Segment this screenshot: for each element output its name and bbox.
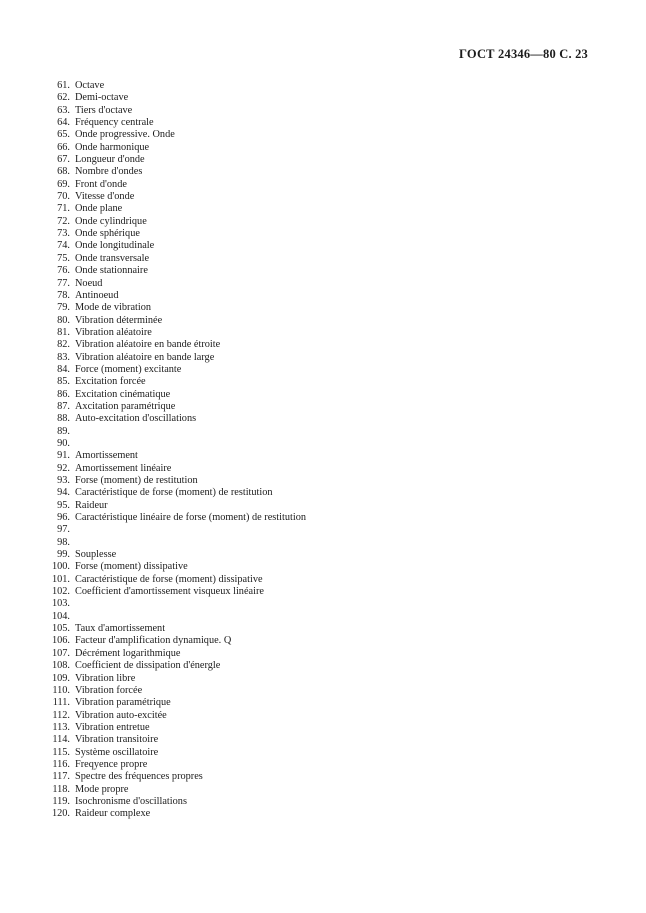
term-entry [44,216,306,228]
page-header: ГОСТ 24346—80 С. 23 [459,47,588,61]
term-entry [44,389,306,401]
term-entry [44,450,306,462]
term-text: Onde plane [75,203,123,215]
term-number: 97. [57,524,70,536]
term-entry [44,92,306,104]
term-entry [44,438,306,450]
term-text: Octave [75,80,105,91]
term-number: 100. [51,561,70,573]
term-number: 113. [52,721,70,733]
term-text: Vibration aléatoire [75,326,152,338]
term-number: 117. [52,771,70,783]
term-entry [44,747,306,759]
term-number: 87. [57,400,70,412]
term-entry [44,561,306,573]
term-entry [44,191,306,203]
term-entry [44,611,306,623]
term-entry [44,574,306,586]
term-entry [44,80,306,92]
term-entry [44,203,306,215]
term-number: 94. [57,487,70,499]
term-entry [44,290,306,302]
term-text: Système oscillatoire [75,746,159,758]
term-entry [44,697,306,709]
term-entry [44,759,306,771]
term-number: 70. [57,191,70,203]
term-number: 83. [57,351,70,363]
term-number: 90. [57,437,70,449]
term-entry [44,426,306,438]
term-text: Forse (moment) dissipative [75,561,188,573]
term-text: Vibration auto-excitée [75,709,167,721]
term-number: 96. [57,512,70,524]
term-text: Onde stationnaire [75,265,148,277]
term-text: Amortissement linéaire [75,462,172,474]
term-number: 67. [57,154,70,166]
term-number: 99. [57,549,70,561]
term-text: Front d'onde [75,178,127,190]
term-text: Demi-octave [75,92,129,104]
term-entry [44,105,306,117]
term-text: Facteur d'amplification dynamique. Q [75,635,232,647]
term-entry [44,240,306,252]
term-text: Forse (moment) de restitution [75,475,198,486]
term-text: Mode propre [75,783,129,795]
term-number: 106. [51,635,70,647]
term-number: 91. [57,450,70,462]
term-entry [44,673,306,685]
term-entry [44,808,306,820]
term-number: 77. [57,277,70,289]
term-entry [44,228,306,240]
term-list [44,80,306,821]
term-text: Coefficient de dissipation d'énergle [75,660,221,672]
term-number: 119. [52,795,70,807]
term-text: Vibration déterminée [75,314,163,326]
term-number: 107. [51,647,70,659]
term-text: Caractéristique de forse (moment) dissipative [75,573,263,585]
term-number: 69. [57,178,70,190]
term-text: Coefficient d'amortissement visqueux linéaire [75,586,264,598]
term-number: 103. [51,598,70,610]
term-entry [44,117,306,129]
term-number: 66. [57,141,70,153]
term-number: 114. [52,734,70,746]
term-text: Onde transversale [75,252,150,264]
term-entry [44,475,306,487]
term-entry [44,253,306,265]
term-text: Excitation forcée [75,376,146,388]
term-text: Vibration aléatoire en bande large [75,351,215,363]
term-number: 88. [57,413,70,425]
term-text: Raideur [75,499,108,511]
term-number: 95. [57,499,70,511]
term-number: 89. [57,425,70,437]
term-number: 109. [51,672,70,684]
term-text: Noeud [75,277,103,289]
term-text: Vibration paramétrique [75,697,171,709]
term-entry [44,648,306,660]
term-entry [44,302,306,314]
term-entry [44,142,306,154]
term-entry [44,327,306,339]
term-entry [44,660,306,672]
term-text: Vibration forcée [75,684,143,696]
term-entry [44,166,306,178]
term-entry [44,623,306,635]
term-text: Décrément logarithmique [75,647,181,659]
term-entry [44,129,306,141]
term-entry [44,635,306,647]
term-text: Onde longitudinale [75,240,155,252]
term-number: 111. [52,697,70,709]
term-number: 102. [51,586,70,598]
term-number: 61. [57,80,70,91]
term-number: 80. [57,314,70,326]
term-number: 101. [51,573,70,585]
term-text: Auto-excitation d'oscillations [75,413,197,425]
term-text: Onde cylindrique [75,215,147,227]
term-entry [44,722,306,734]
term-number: 81. [57,326,70,338]
term-text: Force (moment) excitante [75,363,182,375]
term-number: 71. [57,203,70,215]
term-text: Taux d'amortissement [75,623,166,635]
term-number: 65. [57,129,70,141]
term-number: 112. [52,709,70,721]
term-text: Excitation cinématique [75,388,171,400]
term-text: Isochronisme d'oscillations [75,795,187,807]
term-entry [44,549,306,561]
term-entry [44,586,306,598]
term-entry [44,784,306,796]
term-number: 98. [57,536,70,548]
term-number: 68. [57,166,70,178]
term-number: 82. [57,339,70,351]
term-entry [44,376,306,388]
term-number: 62. [57,92,70,104]
term-text: Vibration entretue [75,721,150,733]
term-entry [44,401,306,413]
term-entry [44,796,306,808]
term-entry [44,364,306,376]
term-entry [44,500,306,512]
term-number: 63. [57,104,70,116]
term-entry [44,487,306,499]
term-entry [44,352,306,364]
term-text: Antinoeud [75,289,119,301]
term-text: Spectre des fréquences propres [75,771,203,783]
term-text: Souplesse [75,549,117,561]
term-text: Fréquency centrale [75,117,154,129]
term-number: 110. [52,684,70,696]
term-number: 79. [57,302,70,314]
term-text: Vibration transitoire [75,734,159,746]
term-number: 105. [51,623,70,635]
term-text: Onde progressive. Onde [75,129,175,141]
term-text: Longueur d'onde [75,154,145,166]
term-number: 78. [57,289,70,301]
term-entry [44,710,306,722]
term-entry [44,685,306,697]
term-number: 85. [57,376,70,388]
term-number: 104. [51,610,70,622]
term-text: Vibration libre [75,672,136,684]
term-text: Amortissement [75,450,138,462]
term-number: 115. [52,746,70,758]
term-number: 72. [57,215,70,227]
term-text: Axcitation paramétrique [75,400,176,412]
term-entry [44,524,306,536]
term-entry [44,278,306,290]
term-entry [44,734,306,746]
term-text: Caractéristique linéaire de forse (moment) de restitution [75,512,307,524]
term-text: Vibration aléatoire en bande étroite [75,339,221,351]
term-entry [44,598,306,610]
term-entry [44,265,306,277]
term-number: 86. [57,388,70,400]
term-entry [44,179,306,191]
term-number: 120. [51,808,70,820]
term-number: 73. [57,228,70,240]
term-entry [44,339,306,351]
term-number: 116. [52,758,70,770]
term-number: 108. [51,660,70,672]
term-number: 75. [57,252,70,264]
term-number: 64. [57,117,70,129]
term-text: Onde sphérique [75,228,140,240]
term-entry [44,154,306,166]
term-text: Nombre d'ondes [75,166,143,178]
term-text: Freqyence propre [75,758,148,770]
term-number: 118. [52,783,70,795]
term-number: 84. [57,363,70,375]
term-text: Onde harmonique [75,141,150,153]
term-entry [44,771,306,783]
term-entry [44,463,306,475]
term-entry [44,315,306,327]
term-entry [44,413,306,425]
term-number: 76. [57,265,70,277]
term-number: 92. [57,462,70,474]
term-text: Caractéristique de forse (moment) de restitution [75,487,273,499]
term-text: Raideur complexe [75,808,151,820]
term-number: 74. [57,240,70,252]
term-entry [44,537,306,549]
term-text: Mode de vibration [75,302,152,314]
term-text: Vitesse d'onde [75,191,135,203]
term-entry [44,512,306,524]
term-text: Tiers d'octave [75,104,133,116]
term-number: 93. [57,475,70,486]
